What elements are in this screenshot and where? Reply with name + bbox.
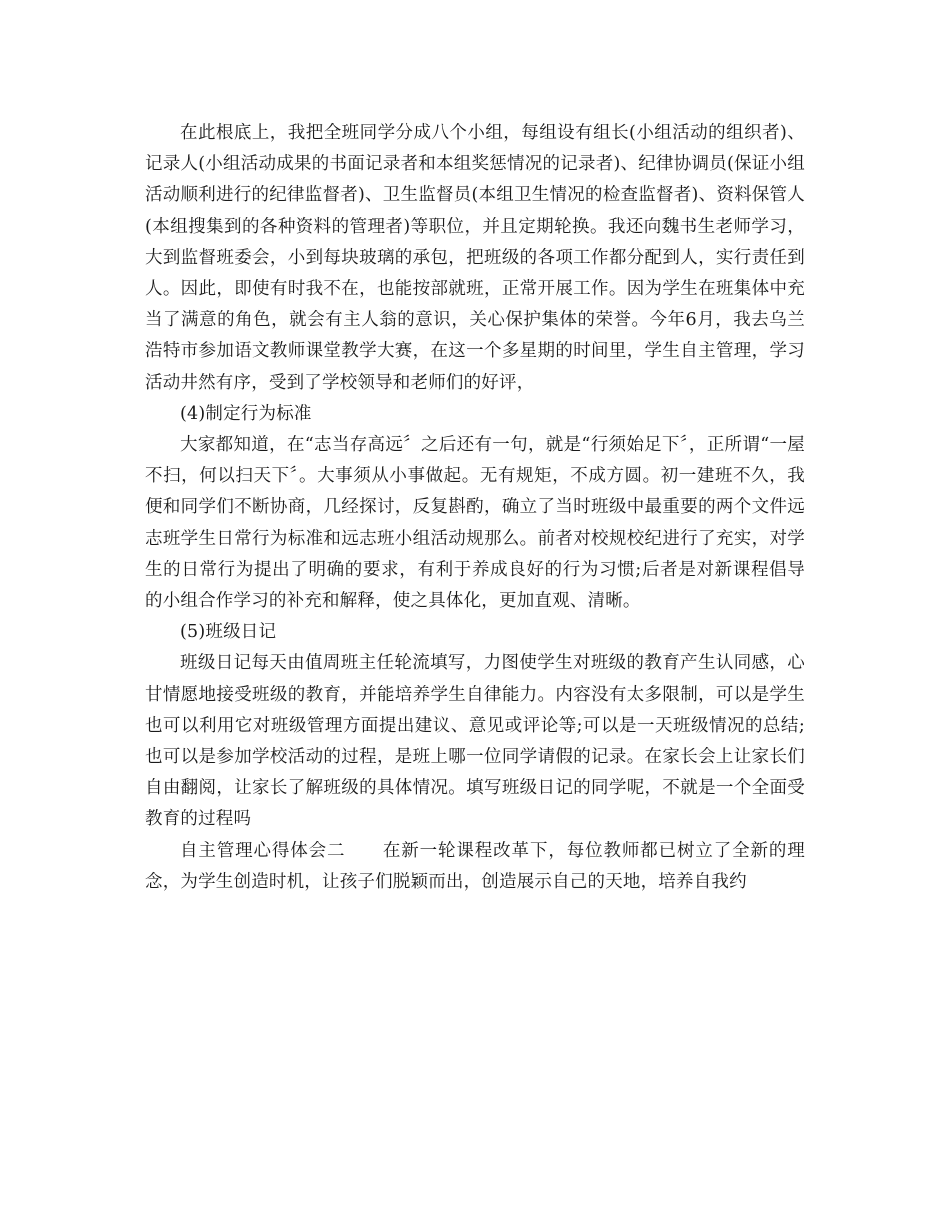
paragraph-reflection-two <box>145 836 805 898</box>
paragraph-group-division: 在此根底上，我把全班同学分成八个小组，每组设有组长(小组活动的组织者)、记录人(小组活动成果的书面记录者和本组奖惩情况的记录者)、纪律协调员(保证小组活动顺利进行的纪律监督者)、卫生监督员(本组卫生情况的检查监督者)、资料保管人(本组搜集到的各种资料的管理者)等职位，并且定期轮换。我还向魏书生老师学习，大到监督班委会，小到每块玻璃的承包，把班级的各项工作都分配到人，实行责任到人。因此，即使有时我不在，也能按部就班，正常开展工作。因为学生在班集体中充当了满意的角色，就会有主人翁的意识，关心保护集体的荣誉。今年6月，我去乌兰浩特市参加语文教师课堂教学大赛，在这一个多星期的时间里，学生自主管理，学习活动井然有序，受到了学校领导和老师们的好评， <box>145 123 805 393</box>
paragraph-class-diary: 班级日记每天由值周班主任轮流填写，力图使学生对班级的教育产生认同感，心甘情愿地接受班级的教育，并能培养学生自律能力。内容没有太多限制，可以是学生也可以利用它对班级管理方面提出建议、意见或评论等;可以是一天班级情况的总结;也可以是参加学校活动的过程，是班上哪一位同学请假的记录。在家长会上让家长们自由翻阅，让家长了解班级的具体情况。填写班级日记的同学呢，不就是一个全面受教育的过程吗 <box>145 653 805 830</box>
section-heading-class-diary: (5)班级日记 <box>180 622 277 643</box>
reflection-two-title: 自主管理心得体会二 <box>180 840 346 861</box>
document-body <box>145 118 805 898</box>
section-heading-behavior-standards: (4)制定行为标准 <box>180 403 312 424</box>
reflection-two-text: 在新一轮课程改革下，每位教师都已树立了全新的理念，为学生创造时机，让孩子们脱颖而出，创造展示自己的天地，培养自我约 <box>145 840 805 892</box>
paragraph-behavior-standards: 大家都知道，在“志当存高远〞之后还有一句，就是“行须始足下〞，正所谓“一屋不扫，何以扫天下〞。大事须从小事做起。无有规矩，不成方圆。初一建班不久，我便和同学们不断协商，几经探讨，反复斟酌，确立了当时班级中最重要的两个文件远志班学生日常行为标准和远志班小组活动规那么。前者对校规校纪进行了充实，对学生的日常行为提出了明确的要求，有利于养成良好的行为习惯;后者是对新课程倡导的小组合作学习的补充和解释，使之具体化，更加直观、清晰。 <box>145 435 805 612</box>
